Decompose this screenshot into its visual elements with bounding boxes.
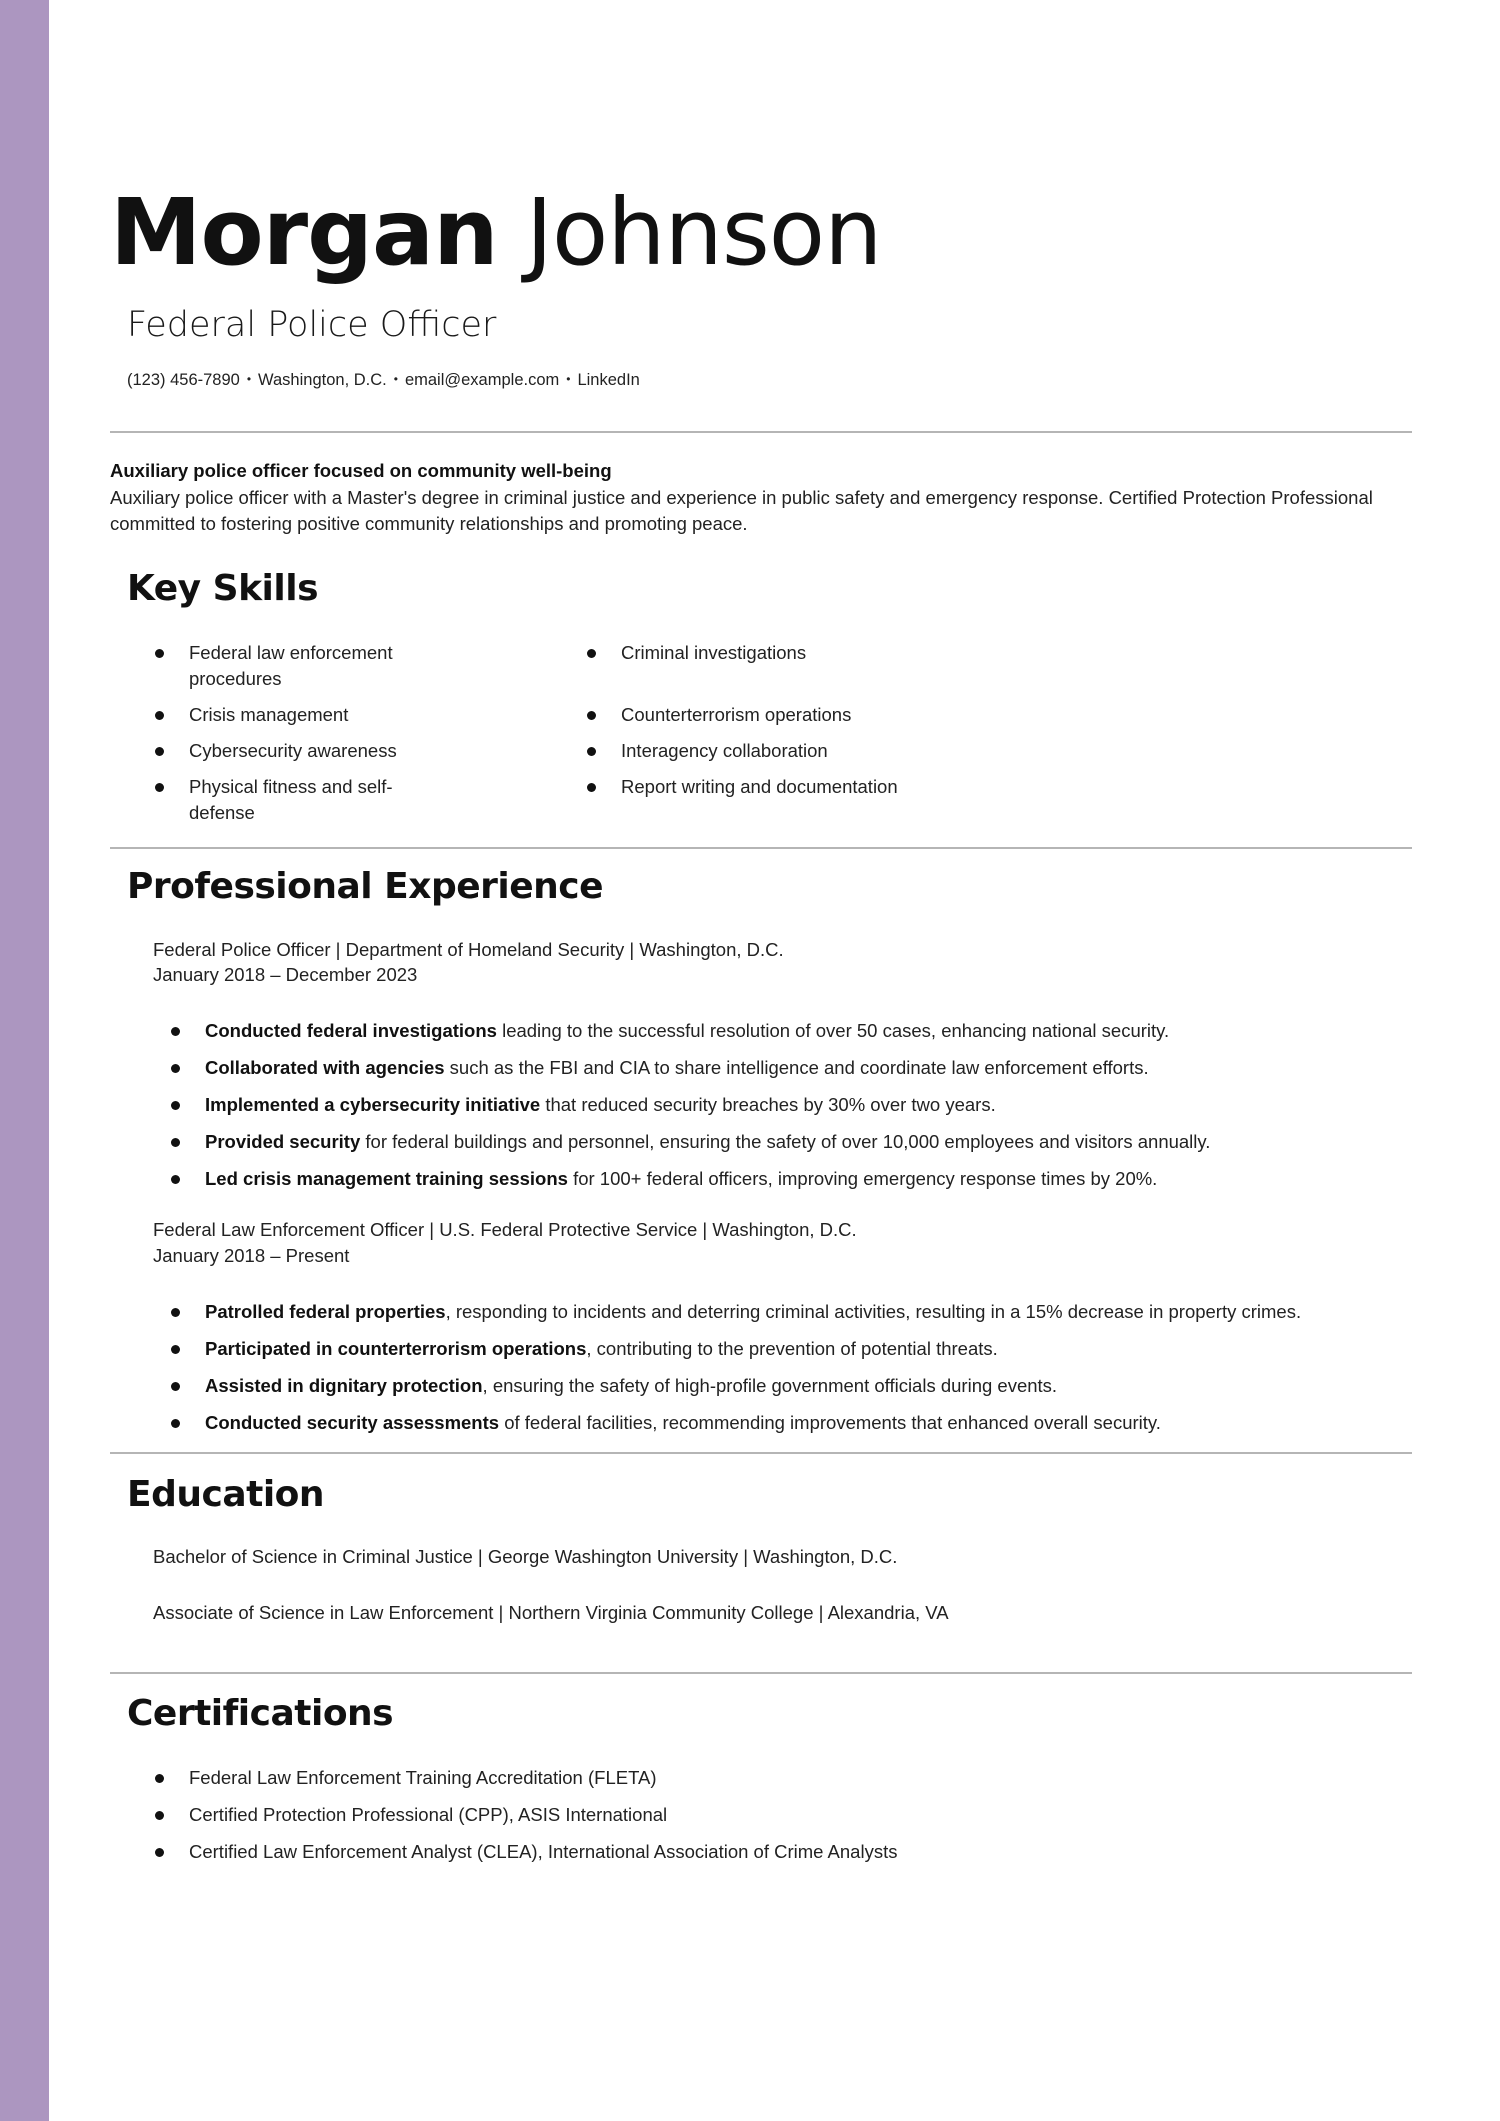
skill-item: Federal law enforcement procedures	[152, 640, 432, 692]
summary-text: Auxiliary police officer with a Master's degree in criminal justice and experience in public safety and emergency response. Certified Protection Professional committed to fostering positive community relationships and promoting peace.	[110, 486, 1373, 534]
job-bullet	[168, 1092, 1418, 1118]
candidate-name	[110, 168, 881, 298]
bullet-text: leading to the successful resolution of over 50 cases, enhancing national security.	[496, 1020, 1170, 1041]
bullet-text: of federal facilities, recommending improvements that enhanced overall security.	[499, 1412, 1161, 1433]
last-name: Johnson	[525, 179, 882, 286]
bullet-text: for 100+ federal officers, improving emergency response times by 20%.	[567, 1168, 1158, 1189]
skill-item: Report writing and documentation	[584, 774, 984, 800]
section-divider	[110, 1452, 1412, 1454]
skill-item: Counterterrorism operations	[584, 702, 984, 728]
contact-phone: (123) 456-7890	[127, 371, 240, 389]
job-title: Federal Police Officer	[127, 305, 497, 345]
contact-linkedin[interactable]: LinkedIn	[577, 371, 640, 389]
bullet-text: , ensuring the safety of high-profile government officials during events.	[482, 1375, 1058, 1396]
education-title: Education	[127, 1474, 325, 1515]
skill-item: Cybersecurity awareness	[152, 738, 432, 764]
bullet-highlight: Conducted federal investigations	[205, 1020, 497, 1041]
job-bullet	[168, 1336, 1418, 1362]
job-heading: Federal Law Enforcement Officer | U.S. Federal Protective Service | Washington, D.C.	[153, 1219, 857, 1240]
bullet-highlight: Implemented a cybersecurity initiative	[205, 1094, 541, 1115]
section-divider	[110, 1672, 1412, 1674]
certification-item: Certified Protection Professional (CPP), ASIS International	[152, 1802, 1252, 1828]
first-name: Morgan	[110, 179, 498, 286]
bullet-text: , contributing to the prevention of potential threats.	[586, 1338, 998, 1359]
bullet-highlight: Led crisis management training sessions	[205, 1168, 568, 1189]
education-entry: Bachelor of Science in Criminal Justice | George Washington University | Washington, D.C.	[153, 1546, 898, 1567]
job-dates: January 2018 – December 2023	[153, 964, 418, 985]
job-bullet	[168, 1166, 1418, 1192]
bullet-text: that reduced security breaches by 30% over two years.	[540, 1094, 996, 1115]
section-divider	[110, 431, 1412, 433]
contact-separator: •	[246, 372, 252, 386]
bullet-text: , responding to incidents and deterring criminal activities, resulting in a 15% decrease in property crimes.	[445, 1301, 1302, 1322]
contact-email[interactable]: email@example.com	[404, 371, 560, 389]
bullet-highlight: Assisted in dignitary protection	[205, 1375, 483, 1396]
skills-list-right	[584, 640, 984, 810]
certification-item: Certified Law Enforcement Analyst (CLEA), International Association of Crime Analysts	[152, 1839, 1252, 1865]
bullet-text: for federal buildings and personnel, ensuring the safety of over 10,000 employees and visitors annually.	[360, 1131, 1211, 1152]
job-bullet	[168, 1055, 1418, 1081]
job-bullet	[168, 1129, 1418, 1155]
experience-title: Professional Experience	[127, 866, 604, 907]
skill-item: Criminal investigations	[584, 640, 984, 666]
job-bullet	[168, 1299, 1418, 1325]
section-divider	[110, 847, 1412, 849]
contact-separator: •	[566, 372, 571, 386]
bullet-highlight: Collaborated with agencies	[205, 1057, 445, 1078]
contact-location: Washington, D.C.	[258, 371, 387, 389]
accent-sidebar-bar	[0, 0, 49, 2121]
skills-list-left	[152, 640, 432, 836]
certifications-title: Certifications	[127, 1693, 394, 1734]
bullet-highlight: Conducted security assessments	[205, 1412, 500, 1433]
bullet-highlight: Provided security	[205, 1131, 361, 1152]
summary-heading: Auxiliary police officer focused on community well-being	[110, 460, 612, 481]
bullet-highlight: Participated in counterterrorism operations	[205, 1338, 587, 1359]
education-entry: Associate of Science in Law Enforcement | Northern Virginia Community College | Alexandria, VA	[153, 1602, 949, 1623]
certifications-list	[152, 1765, 1252, 1876]
certification-item: Federal Law Enforcement Training Accreditation (FLETA)	[152, 1765, 1252, 1791]
skill-item: Crisis management	[152, 702, 432, 728]
contact-separator: •	[393, 372, 398, 386]
skills-title: Key Skills	[127, 568, 318, 609]
job-dates: January 2018 – Present	[153, 1245, 350, 1266]
skill-item: Interagency collaboration	[584, 738, 984, 764]
bullet-highlight: Patrolled federal properties	[205, 1301, 446, 1322]
job-bullets	[168, 1299, 1418, 1447]
job-heading: Federal Police Officer | Department of Homeland Security | Washington, D.C.	[153, 939, 784, 960]
job-bullets	[168, 1018, 1418, 1203]
skill-item: Physical fitness and self-defense	[152, 774, 432, 826]
job-bullet	[168, 1410, 1418, 1436]
job-bullet	[168, 1018, 1418, 1044]
job-bullet	[168, 1373, 1418, 1399]
summary-section	[110, 458, 1412, 538]
contact-line	[127, 367, 640, 392]
bullet-text: such as the FBI and CIA to share intelligence and coordinate law enforcement efforts.	[444, 1057, 1149, 1078]
